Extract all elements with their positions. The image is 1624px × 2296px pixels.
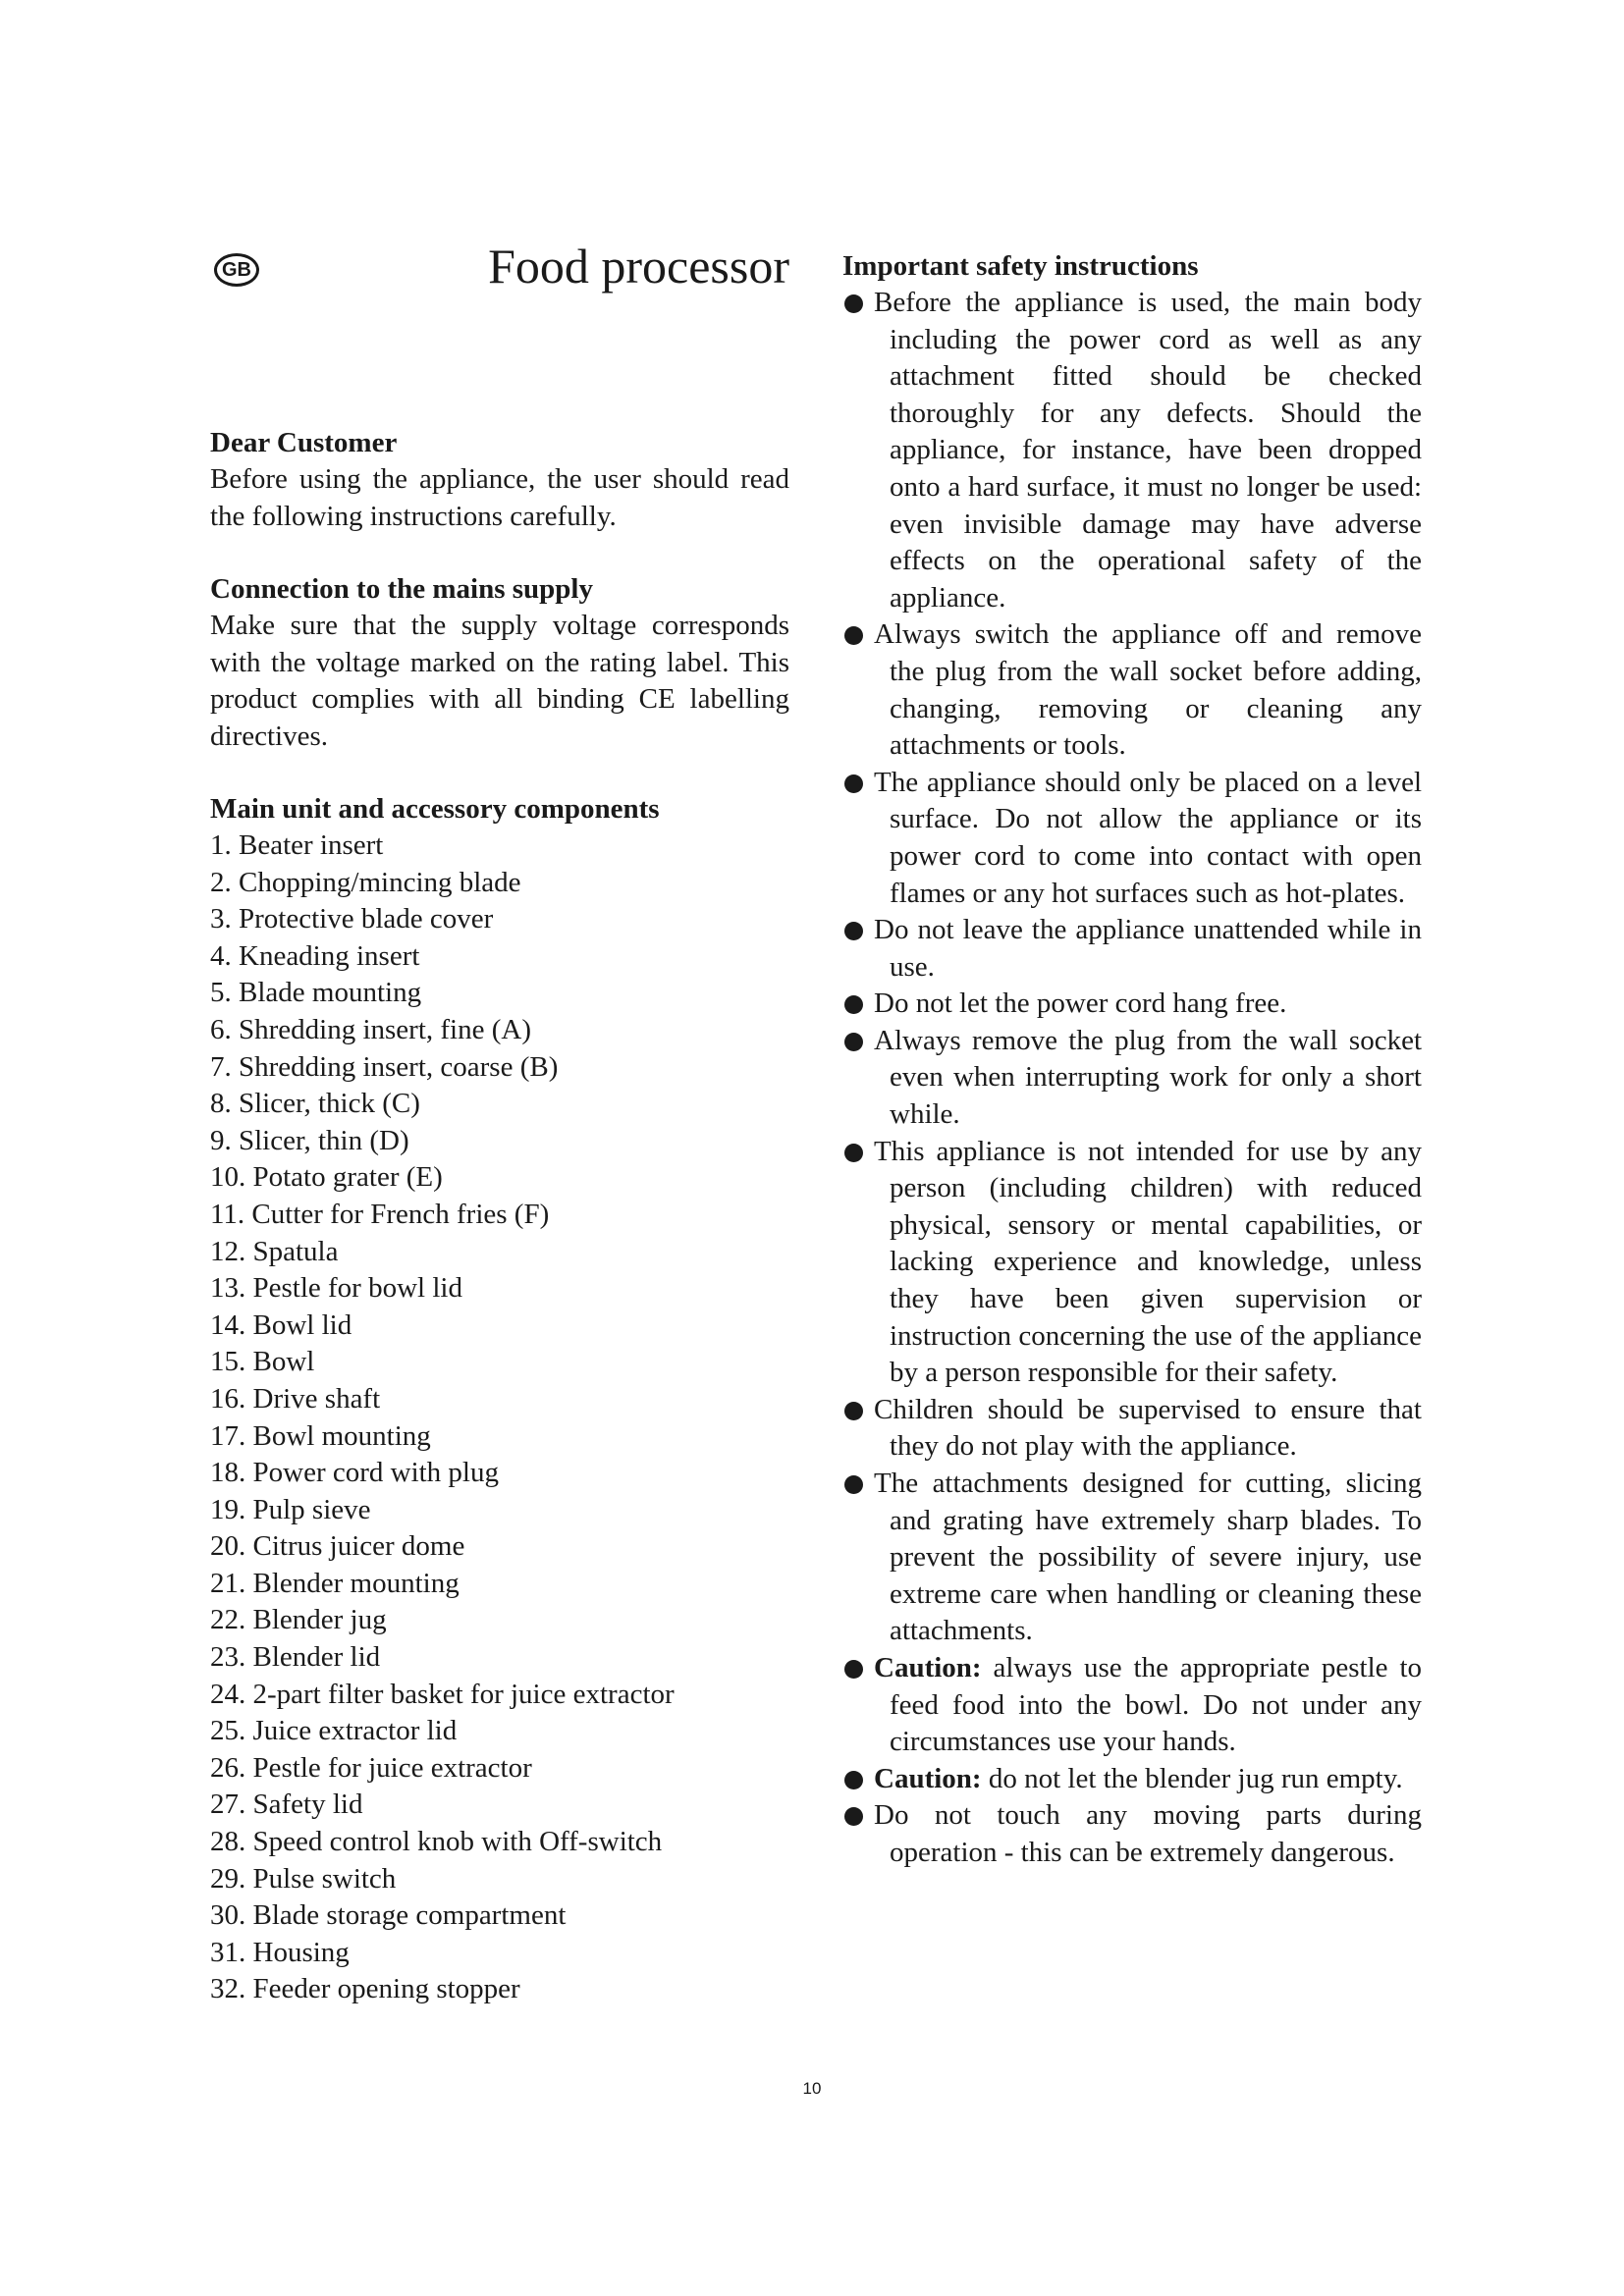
safety-item xyxy=(842,912,1422,986)
safety-item xyxy=(842,1650,1422,1761)
list-item: 27. Safety lid xyxy=(210,1789,363,1821)
list-item: 4. Kneading insert xyxy=(210,939,420,972)
list-item: 1. Beater insert xyxy=(210,829,384,861)
page-title: Food processor xyxy=(488,239,789,294)
list-item: 9. Slicer, thin (D) xyxy=(210,1124,409,1156)
left-column xyxy=(210,236,789,2008)
caution-label: Caution: xyxy=(874,1762,982,1794)
bullet-icon xyxy=(844,1402,863,1420)
list-item: 3. Protective blade cover xyxy=(210,903,494,935)
list-item: 6. Shredding insert, fine (A) xyxy=(210,1013,531,1045)
safety-item-text: do not let the blender jug run empty. xyxy=(981,1762,1403,1794)
list-item: 22. Blender jug xyxy=(210,1604,387,1636)
safety-item-text: Do not leave the appliance unattended while in use. xyxy=(874,914,1422,983)
list-item: 15. Bowl xyxy=(210,1346,315,1378)
bullet-icon xyxy=(844,922,863,940)
dear-customer-section xyxy=(210,424,789,535)
list-item: 29. Pulse switch xyxy=(210,1862,397,1895)
safety-item-text: Always switch the appliance off and remove the plug from the wall socket before adding, changing, removing or cleaning any attachments or tools. xyxy=(874,618,1422,762)
list-item: 13. Pestle for bowl lid xyxy=(210,1272,462,1305)
safety-item xyxy=(842,765,1422,912)
components-list xyxy=(210,828,789,2008)
list-item: 30. Blade storage compartment xyxy=(210,1899,567,1932)
safety-item-text: Do not touch any moving parts during operation - this can be extremely dangerous. xyxy=(874,1799,1422,1868)
safety-item xyxy=(842,285,1422,616)
safety-item xyxy=(842,1761,1422,1798)
dear-customer-text: Before using the appliance, the user should read the following instructions carefully. xyxy=(210,463,789,532)
safety-item-text: always use the appropriate pestle to feed food into the bowl. Do not under any circumstances use your hands. xyxy=(890,1651,1422,1758)
list-item: 26. Pestle for juice extractor xyxy=(210,1751,532,1784)
safety-item xyxy=(842,1466,1422,1650)
safety-item xyxy=(842,1797,1422,1871)
safety-item xyxy=(842,1023,1422,1134)
bullet-icon xyxy=(844,1033,863,1051)
list-item: 7. Shredding insert, coarse (B) xyxy=(210,1050,559,1083)
components-heading: Main unit and accessory components xyxy=(210,793,660,825)
header xyxy=(210,236,789,334)
bullet-icon xyxy=(844,1771,863,1789)
list-item: 25. Juice extractor lid xyxy=(210,1715,458,1747)
list-item: 14. Bowl lid xyxy=(210,1308,352,1341)
safety-item-text: Do not let the power cord hang free. xyxy=(874,988,1287,1020)
caution-label: Caution: xyxy=(874,1651,982,1683)
list-item: 2. Chopping/mincing blade xyxy=(210,866,521,898)
components-section xyxy=(210,790,789,2008)
bullet-icon xyxy=(844,774,863,793)
list-item: 24. 2-part filter basket for juice extractor xyxy=(210,1678,675,1710)
safety-item xyxy=(842,1392,1422,1466)
safety-item-text: Always remove the plug from the wall socket even when interrupting work for only a short while. xyxy=(874,1024,1422,1131)
mains-supply-text: Make sure that the supply voltage corresponds with the voltage marked on the rating label. This product complies with all binding CE labelling directives. xyxy=(210,610,789,752)
list-item: 32. Feeder opening stopper xyxy=(210,1973,520,2005)
list-item: 17. Bowl mounting xyxy=(210,1419,431,1452)
list-item: 21. Blender mounting xyxy=(210,1567,460,1599)
right-column xyxy=(842,247,1422,1872)
safety-item-text: Before the appliance is used, the main body including the power cord as well as any attachment fitted should be checked thoroughly for any defects. Should the appliance, for instance, have been dropped onto a hard surface, it must no longer be used: even invisible damage may have adverse effects on the operational safety of the appliance. xyxy=(874,287,1422,614)
safety-heading: Important safety instructions xyxy=(842,250,1199,282)
bullet-icon xyxy=(844,1144,863,1162)
mains-supply-section xyxy=(210,570,789,755)
mains-supply-heading: Connection to the mains supply xyxy=(210,573,593,605)
list-item: 28. Speed control knob with Off-switch xyxy=(210,1826,663,1858)
list-item: 19. Pulp sieve xyxy=(210,1493,371,1525)
list-item: 16. Drive shaft xyxy=(210,1382,381,1415)
safety-item xyxy=(842,616,1422,764)
page-number: 10 xyxy=(802,2079,822,2098)
list-item: 23. Blender lid xyxy=(210,1641,381,1674)
bullet-icon xyxy=(844,294,863,313)
list-item: 8. Slicer, thick (C) xyxy=(210,1088,420,1120)
list-item: 20. Citrus juicer dome xyxy=(210,1530,465,1563)
bullet-icon xyxy=(844,1807,863,1826)
list-item: 5. Blade mounting xyxy=(210,977,422,1009)
safety-item-text: Children should be supervised to ensure that they do not play with the appliance. xyxy=(874,1393,1422,1463)
list-item: 31. Housing xyxy=(210,1936,350,1968)
safety-item-text: The appliance should only be placed on a level surface. Do not allow the appliance or its power cord to come into contact with open flames or any hot surfaces such as hot-plates. xyxy=(874,766,1422,909)
safety-item-text: This appliance is not intended for use by any person (including children) with reduced physical, sensory or mental capabilities, or lacking experience and knowledge, unless they have been given supervision or instruction concerning the use of the appliance by a person responsible for their safety. xyxy=(874,1135,1422,1389)
safety-item-text: The attachments designed for cutting, slicing and grating have extremely sharp blades. To prevent the possibility of severe injury, use extreme care when handling or cleaning these attachments. xyxy=(874,1468,1422,1647)
list-item: 10. Potato grater (E) xyxy=(210,1161,443,1194)
safety-item xyxy=(842,986,1422,1023)
bullet-icon xyxy=(844,995,863,1014)
country-badge: GB xyxy=(214,253,259,287)
bullet-icon xyxy=(844,1660,863,1679)
safety-list xyxy=(842,285,1422,1872)
bullet-icon xyxy=(844,626,863,645)
list-item: 11. Cutter for French fries (F) xyxy=(210,1198,550,1230)
dear-customer-heading: Dear Customer xyxy=(210,427,398,458)
bullet-icon xyxy=(844,1475,863,1494)
list-item: 18. Power cord with plug xyxy=(210,1457,499,1489)
list-item: 12. Spatula xyxy=(210,1235,339,1267)
safety-item xyxy=(842,1134,1422,1392)
